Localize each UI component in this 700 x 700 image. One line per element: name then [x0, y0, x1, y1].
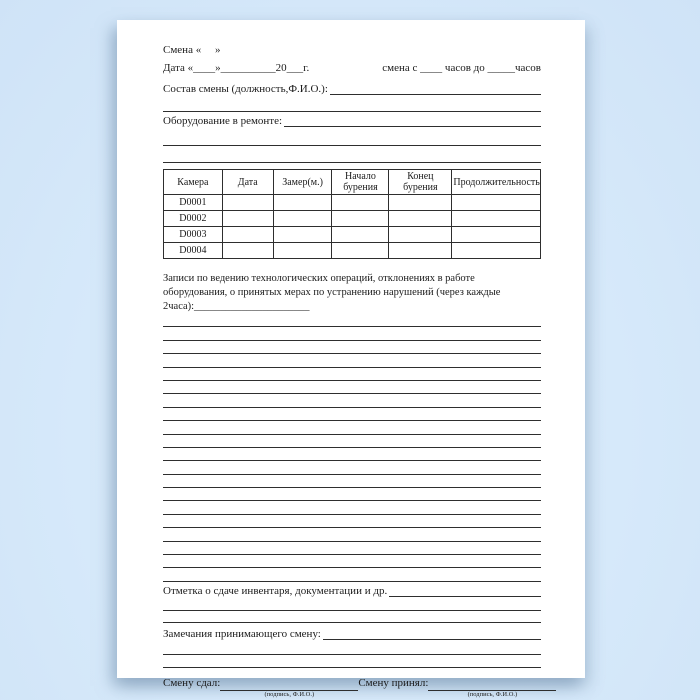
col-header-camera: Камера: [164, 170, 223, 195]
date-blank: Дата «____»__________20___г.: [163, 62, 310, 74]
table-row: [164, 211, 541, 227]
blank-line: [163, 97, 541, 112]
table-cell-empty: [452, 227, 541, 243]
table-cell-empty: [452, 243, 541, 259]
table-cell-empty: [389, 227, 452, 243]
camera-table: [163, 169, 541, 259]
remarks-line: [163, 627, 541, 642]
col-header-date: Дата: [222, 170, 273, 195]
blank-line: [163, 611, 541, 623]
remarks-blank-lines: [163, 642, 541, 668]
table-cell-empty: [222, 195, 273, 211]
blank-line: [163, 488, 541, 501]
shift-report-page: [117, 20, 585, 698]
shift-hours-blank: смена с ____ часов до _____часов: [382, 62, 541, 74]
blank-line: [163, 354, 541, 367]
table-cell-empty: [273, 227, 332, 243]
blank-line: [163, 542, 541, 555]
table-cell-empty: [273, 243, 332, 259]
blank-line: [163, 501, 541, 514]
equipment-line: [163, 114, 541, 129]
signature-hint: (подпись, Ф.И.О.): [264, 690, 315, 698]
table-cell-empty: [222, 227, 273, 243]
blank-line: [163, 435, 541, 448]
signature-blank-line: [220, 677, 358, 698]
blank-line: [163, 129, 541, 146]
signature-blank-line: [428, 677, 556, 698]
shift-accepted-label: Смену принял:: [358, 676, 429, 689]
table-cell-empty: [332, 195, 389, 211]
col-header-duration: Продолжительность: [452, 170, 541, 195]
blank-line: [163, 555, 541, 568]
records-paragraph: Записи по ведению технологических операций, отклонениях в работе оборудования, о принятых мерах по устранению нарушений (через каждые 2часа):______________________: [163, 273, 501, 312]
remarks-label: Замечания принимающего смену:: [163, 627, 321, 640]
inventory-blank-lines: [163, 599, 541, 623]
date-and-hours-line: [163, 62, 541, 75]
blank-line: [163, 515, 541, 528]
blank-line: [163, 341, 541, 354]
shift-handed-label: Смену сдал:: [163, 676, 221, 689]
table-cell-empty: [452, 195, 541, 211]
crew-line: [163, 82, 541, 97]
blank-line: [163, 327, 541, 340]
table-cell-empty: [332, 227, 389, 243]
blank-line: [163, 314, 541, 327]
blank-line: [163, 381, 541, 394]
table-row: [164, 243, 541, 259]
col-header-drill-end: Конец бурения: [389, 170, 452, 195]
col-header-drill-start: Начало бурения: [332, 170, 389, 195]
inventory-label: Отметка о сдаче инвентаря, документации и др.: [163, 584, 388, 597]
blank-line: [163, 599, 541, 611]
blank-line: [163, 408, 541, 421]
blank-line: [163, 421, 541, 434]
camera-id-cell: D0004: [164, 243, 223, 259]
records-blank-lines: [163, 314, 541, 582]
crew-blank-lines: [163, 97, 541, 112]
blank-line: [163, 368, 541, 381]
table-cell-empty: [273, 195, 332, 211]
blank-underline: [389, 596, 541, 597]
blank-line: [163, 146, 541, 163]
camera-id-cell: D0002: [164, 211, 223, 227]
blank-underline: [330, 94, 541, 95]
blank-line: [163, 448, 541, 461]
blank-underline: [284, 126, 541, 127]
blank-line: [163, 475, 541, 488]
equipment-blank-lines: [163, 129, 541, 163]
table-cell-empty: [222, 211, 273, 227]
table-cell-empty: [389, 243, 452, 259]
blank-underline: [323, 639, 541, 640]
table-cell-empty: [273, 211, 332, 227]
table-cell-empty: [332, 243, 389, 259]
crew-label: Состав смены (должность,Ф.И.О.):: [163, 83, 328, 95]
camera-id-cell: D0003: [164, 227, 223, 243]
blank-line: [163, 655, 541, 668]
shift-accepted-block: [358, 676, 556, 698]
table-row: [164, 195, 541, 211]
blank-line: [163, 528, 541, 541]
equipment-label: Оборудование в ремонте:: [163, 115, 283, 127]
signature-row: [163, 676, 541, 698]
inventory-line: [163, 584, 541, 599]
table-cell-empty: [452, 211, 541, 227]
table-cell-empty: [389, 195, 452, 211]
table-cell-empty: [222, 243, 273, 259]
col-header-measure: Замер(м.): [273, 170, 332, 195]
table-header-row: [164, 170, 541, 195]
blank-line: [163, 568, 541, 581]
blank-line: [163, 394, 541, 407]
table-cell-empty: [389, 211, 452, 227]
shift-number-line: Смена « »: [163, 44, 221, 56]
table-cell-empty: [332, 211, 389, 227]
shift-handed-block: [163, 676, 358, 698]
camera-id-cell: D0001: [164, 195, 223, 211]
signature-hint: (подпись, Ф.И.О.): [467, 690, 518, 698]
blank-line: [163, 461, 541, 474]
table-row: [164, 227, 541, 243]
blank-line: [163, 642, 541, 655]
